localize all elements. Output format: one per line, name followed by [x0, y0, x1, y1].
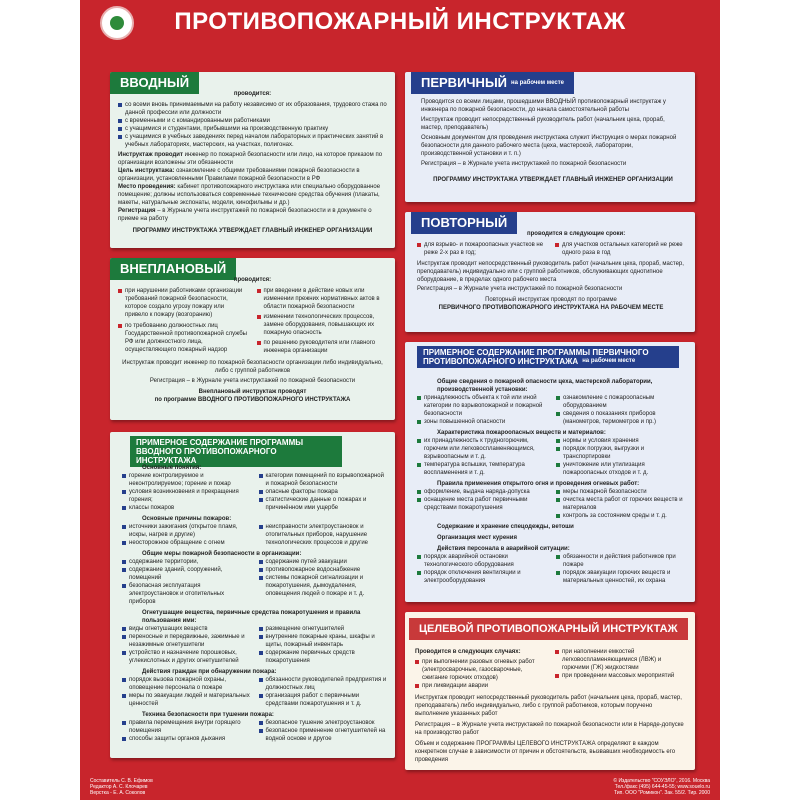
povtorny-tab: ПОВТОРНЫЙ [411, 212, 517, 234]
program-section-columns [417, 394, 687, 426]
program-section [417, 429, 687, 477]
celevoy-para: Регистрация – в Журнале учета инструктажей по пожарной безопасности или в Наряде-допуске на производство работ [415, 722, 684, 736]
povtorny-footer: Повторный инструктаж проводят по программе [485, 297, 617, 303]
program-item: очистка места работ от горючих веществ и материалов [556, 496, 687, 512]
program-section-heading: Характеристика пожароопасных веществ и материалов: [437, 430, 606, 436]
vneplanovy-item: по решению руководителя или главного инженера организации [257, 339, 388, 355]
program-section-columns [122, 523, 387, 547]
program-item: статистические данные о пожарах и причинённом ими ущербе [259, 496, 388, 512]
program-section-heading: Действия граждан при обнаружении пожара: [142, 669, 277, 675]
celevoy-heading: Проводится в следующих случаях: [415, 649, 521, 655]
program-item: ознакомление с пожароопасным оборудованием [556, 394, 687, 410]
program-item: порядок аварийной остановки технологического оборудования [417, 553, 548, 569]
program-section-columns [122, 558, 387, 606]
program-item: оснащение места работ первичными средствами пожаротушения [417, 496, 548, 512]
vvod-program-panel [110, 432, 395, 758]
vvodny-item: со всеми вновь принимаемыми на работу независимо от их образования, трудового стажа по данной профессии или должности [118, 101, 387, 117]
program-item: классы пожаров [122, 504, 251, 512]
pervichny-tab: ПЕРВИЧНЫЙ на рабочем месте [411, 72, 574, 94]
pervichny-para: Основным документом для проведения инструктажа служит Инструкция о мерах пожарной безопасности для данного рабочего места (цеха, мастерской, лаборатории, производственной установки и т. п.) [421, 135, 677, 157]
program-item: размещение огнетушителей [259, 625, 388, 633]
vneplanovy-item: при нарушении работниками организации требований пожарной безопасности, которое создало угрозу пожару или привело к пожару (возгоранию) [118, 287, 249, 319]
program-item: температура вспышки, температура воспламенения и т. д. [417, 461, 548, 477]
program-section [417, 523, 687, 531]
program-item: безопасная эксплуатация электроустановок и отопительных приборов [122, 582, 251, 606]
poster [80, 0, 720, 800]
pervichny-para: Инструктаж проводит непосредственный руководитель работ (начальник цеха, прораб, мастер, преподаватель) [421, 117, 665, 131]
program-section-columns [122, 676, 387, 708]
program-item: зоны повышенной опасности [417, 418, 548, 426]
povtorny-para: Регистрация – в Журнале учета инструктажей по пожарной безопасности [417, 286, 623, 292]
program-item: горение контролируемое и неконтролируемое; горение и пожар [122, 472, 251, 488]
program-item: переносные и передвижные, зажимные и незажимные огнетушители [122, 633, 251, 649]
program-section-columns [122, 472, 387, 512]
vvodny-item: с учащимися и студентами, прибывшими на производственную практику [118, 125, 387, 133]
program-item: неосторожное обращение с огнем [122, 539, 251, 547]
vneplanovy-columns [118, 287, 387, 355]
program-section-columns [122, 625, 387, 665]
program-item: порядок вызова пожарной охраны, оповещение персонала о пожаре [122, 676, 251, 692]
program-section [122, 464, 387, 512]
program-item: оформление, выдача наряда-допуска [417, 488, 548, 496]
program-item: категории помещений по взрывопожарной и пожарной безопасности [259, 472, 388, 488]
pervichny-footer: ПРОГРАММУ ИНСТРУКТАЖА УТВЕРЖДАЕТ ГЛАВНЫЙ ИНЖЕНЕР ОРГАНИЗАЦИИ [433, 177, 673, 183]
perv-program-sections [417, 378, 687, 588]
program-section-columns [122, 719, 387, 743]
program-item: содержание зданий, сооружений, помещений [122, 566, 251, 582]
program-section [122, 550, 387, 606]
vvodny-heading: проводится: [233, 91, 272, 97]
vneplanovy-para: Инструктаж проводит инженер по пожарной безопасности организации либо индивидуально, либо с группой работников [122, 360, 383, 374]
povtorny-columns [417, 241, 685, 257]
vneplanovy-item: изменении технологических процессов, замене оборудования, повышающих их пожарную опасность [257, 313, 388, 337]
pervichny-para: Проводится со всеми лицами, прошедшими ВВОДНЫЙ противопожарный инструктаж у инженера по пожарной безопасности, до начала самостоятельной работы [421, 99, 666, 113]
program-item: нормы и условия хранения [556, 437, 687, 445]
povtorny-heading: проводится в следующие сроки: [527, 231, 626, 237]
program-item: порядок эвакуации горючих веществ и материальных ценностей, их охрана [556, 569, 687, 585]
program-section-heading: Организация мест курения [437, 535, 517, 541]
celevoy-tab: ЦЕЛЕВОЙ ПРОТИВОПОЖАРНЫЙ ИНСТРУКТАЖ [409, 618, 688, 640]
program-item: контроль за состоянием среды и т. д. [556, 512, 687, 520]
poster-title: ПРОТИВОПОЖАРНЫЙ ИНСТРУКТАЖ [174, 8, 626, 35]
pervichny-para: Регистрация – в Журнале учета инструктажей по пожарной безопасности [421, 161, 627, 167]
program-section-heading: Техника безопасности при тушении пожара: [142, 712, 274, 718]
program-item: сведения о показаниях приборов (манометров, термометров и пр.) [556, 410, 687, 426]
vneplanovy-item: при введении в действие новых или изменении прежних нормативных актов в области пожарной безопасности [257, 287, 388, 311]
program-item: виды огнетушащих веществ [122, 625, 251, 633]
celevoy-item: при выполнении разовых огневых работ (электросварочные, газосварочные, сжигание горючих отходов) [415, 658, 547, 682]
program-item: внутренние пожарные краны, шкафы и щиты, пожарный инвентарь [259, 633, 388, 649]
perv-program-tab-sub: на рабочем месте [582, 358, 636, 365]
vvodny-tab: ВВОДНЫЙ [110, 72, 199, 94]
program-item: опасные факторы пожара [259, 488, 388, 496]
program-item: порядок отключения вентиляции и электрооборудования [417, 569, 548, 585]
program-section-heading: Основные понятия: [142, 465, 202, 471]
program-section-heading: Огнетушащие вещества, первичные средства пожаротушения и правила пользования ими: [142, 610, 361, 624]
program-section-heading: Содержание и хранение спецодежды, ветоши [437, 524, 574, 530]
celevoy-columns [415, 648, 687, 690]
program-item: обязанности руководителей предприятия и должностных лиц [259, 676, 388, 692]
pervichny-panel [405, 72, 695, 202]
program-item: порядок погрузки, выгрузки и транспортировки [556, 445, 687, 461]
program-item: содержание первичных средств пожаротушения [259, 649, 388, 665]
vneplanovy-footer: Внеплановый инструктаж проводят [198, 389, 307, 395]
vvodny-panel [110, 72, 395, 248]
program-item: способы защиты органов дыхания [122, 735, 251, 743]
celevoy-para: Инструктаж проводит непосредственный руководитель работ (начальник цеха, прораб, мастер, преподаватель) либо индивидуально, либо с группой работников, которым поручено выполнение указанных работ [415, 695, 682, 717]
vvod-program-tab: ПРИМЕРНОЕ СОДЕРЖАНИЕ ПРОГРАММЫ ВВОДНОГО ПРОТИВОПОЖАРНОГО ИНСТРУКТАЖА [130, 436, 342, 467]
program-item: противопожарное водоснабжение [259, 566, 388, 574]
vneplanovy-item: по требованию должностных лиц Государственной противопожарной службы РФ или должностного лица, осуществляющего пожарный надзор [118, 322, 249, 354]
perv-program-tab: ПРИМЕРНОЕ СОДЕРЖАНИЕ ПРОГРАММЫ ПЕРВИЧНОГО ПРОТИВОПОЖАРНОГО ИНСТРУКТАЖА на рабочем месте [417, 346, 679, 368]
vvodny-item: с временными и с командированными работниками [118, 117, 387, 125]
celevoy-item: при проведении массовых мероприятий [555, 672, 687, 680]
celevoy-panel [405, 612, 695, 770]
program-section [122, 668, 387, 708]
vneplanovy-tab: ВНЕПЛАНОВЫЙ [110, 258, 236, 280]
credits-left: Составитель С. В. Ефимов Редактор А. С. Клочарев Верстка - Е. А. Соколов [90, 778, 153, 796]
program-item: их принадлежность к трудногорючим, горючим или легковоспламеняющимся, взрывоопасным и т. д. [417, 437, 548, 461]
pervichny-tab-sub: на рабочем месте [511, 80, 565, 87]
vneplanovy-heading: проводится: [233, 277, 272, 283]
povtorny-para: Инструктаж проводит непосредственный руководитель работ (начальник цеха, прораб, мастер, преподаватель) индивидуально или с группой работников, обслуживающих однотипное оборудование, в пределах одного рабочего места [417, 261, 684, 283]
vvodny-item: с учащимися в учебных заведениях перед началом лабораторных и практических занятий в учебных лабораториях, мастерских, на участках, полигонах. [118, 133, 387, 149]
program-item: меры пожарной безопасности [556, 488, 687, 496]
program-section-heading: Основные причины пожаров: [142, 516, 232, 522]
program-section [122, 609, 387, 665]
vneplanovy-panel [110, 258, 395, 420]
celevoy-para: Объем и содержание ПРОГРАММЫ ЦЕЛЕВОГО ИНСТРУКТАЖА определяют в каждом конкретном случае в зависимости от причин и обстоятельств, вызвавших необходимость его проведения [415, 741, 676, 763]
program-item: устройство и назначение порошковых, углекислотных и других огнетушителей [122, 649, 251, 665]
vvodny-footer: ПРОГРАММУ ИНСТРУКТАЖА УТВЕРЖДАЕТ ГЛАВНЫЙ ИНЖЕНЕР ОРГАНИЗАЦИИ [132, 228, 373, 234]
vvodny-para: Цель инструктажа: ознакомление с общими требованиями пожарной безопасности в организации, установленными Правилами пожарной безопасности в РФ [118, 168, 360, 182]
program-section-columns [417, 437, 687, 477]
program-item: неисправности электроустановок и отопительных приборов, нарушение технологических процессов и другие [259, 523, 388, 547]
program-section-heading: Общие сведения о пожарной опасности цеха, мастерской лаборатории, производственной установки: [437, 379, 653, 393]
program-item: уничтожение или утилизация пожароопасных отходов и т. д. [556, 461, 687, 477]
program-section-columns [417, 553, 687, 585]
program-section [122, 515, 387, 547]
vvodny-para: Место проведения: кабинет противопожарного инструктажа или специально оборудованное помещение; должны использоваться современные технические средства обучения (плакаты, макеты, натуральные экспонаты, модели, кинофильмы и др.) [118, 184, 381, 206]
program-item: правила перемещения внутри горящего помещения [122, 719, 251, 735]
celevoy-item: при наполнении емкостей легковоспламеняющимися (ЛВЖ) и горючими (ГЖ) жидкостями [555, 648, 687, 672]
povtorny-item: для участков остальных категорий не реже одного раза в год [555, 241, 685, 257]
program-section-columns [417, 488, 687, 520]
program-section-heading: Правила применения открытого огня и проведения огневых работ: [437, 481, 640, 487]
vvodny-para: Инструктаж проводит инженер по пожарной безопасности или лицо, на которое приказом по организации возложены эти обязанности [118, 152, 383, 166]
program-item: системы пожарной сигнализации и пожаротушения, дымоудаления, оповещения людей о пожаре и т. д. [259, 574, 388, 598]
program-item: безопасное тушение электроустановок [259, 719, 388, 727]
program-section-heading: Общие меры пожарной безопасности в организации: [142, 551, 302, 557]
program-item: источники зажигания (открытое пламя, искры, нагрев и другие) [122, 523, 251, 539]
vneplanovy-para: Регистрация – в Журнале учета инструктажей по пожарной безопасности [149, 378, 356, 384]
vneplanovy-footer: по программе ВВОДНОГО ПРОТИВОПОЖАРНОГО ИНСТРУКТАЖА [154, 397, 351, 403]
program-item: организация работ с первичными средствами пожаротушения и т. д. [259, 692, 388, 708]
program-item: обязанности и действия работников при пожаре [556, 553, 687, 569]
povtorny-footer: ПЕРВИЧНОГО ПРОТИВОПОЖАРНОГО ИНСТРУКТАЖА НА РАБОЧЕМ МЕСТЕ [438, 305, 664, 311]
credits-right: © Издательство "СОУЭЛО", 2016. Москва Тел./факс (495) 644-45-55; www.souelo.ru Тип. ООО "Ромикон". Зак. 55/2. Тир. 2000 [613, 778, 710, 796]
program-item: меры по эвакуации людей и материальных ценностей [122, 692, 251, 708]
program-item: безопасное применение огнетушителей на водной основе и другое [259, 727, 388, 743]
program-item: принадлежность объекта к той или иной категории по взрывопожарной и пожарной безопасности [417, 394, 548, 418]
povtorny-panel [405, 212, 695, 332]
perv-program-panel [405, 342, 695, 602]
program-section [417, 545, 687, 585]
program-item: содержание путей эвакуации [259, 558, 388, 566]
program-section [417, 534, 687, 542]
povtorny-item: для взрыво- и пожароопасных участков не реже 2-х раз в год; [417, 241, 547, 257]
celevoy-item: при ликвидации аварии [415, 682, 547, 690]
program-section [417, 480, 687, 520]
program-section-heading: Действия персонала в аварийной ситуации: [437, 546, 570, 552]
vvod-program-sections [122, 464, 387, 746]
vvodny-para: Регистрация – в Журнале учета инструктажей по пожарной безопасности и в документе о приеме на работу [118, 208, 372, 222]
program-item: содержание территории, [122, 558, 251, 566]
program-item: условия возникновения и прекращения горения; [122, 488, 251, 504]
program-section [417, 378, 687, 426]
program-section [122, 711, 387, 743]
